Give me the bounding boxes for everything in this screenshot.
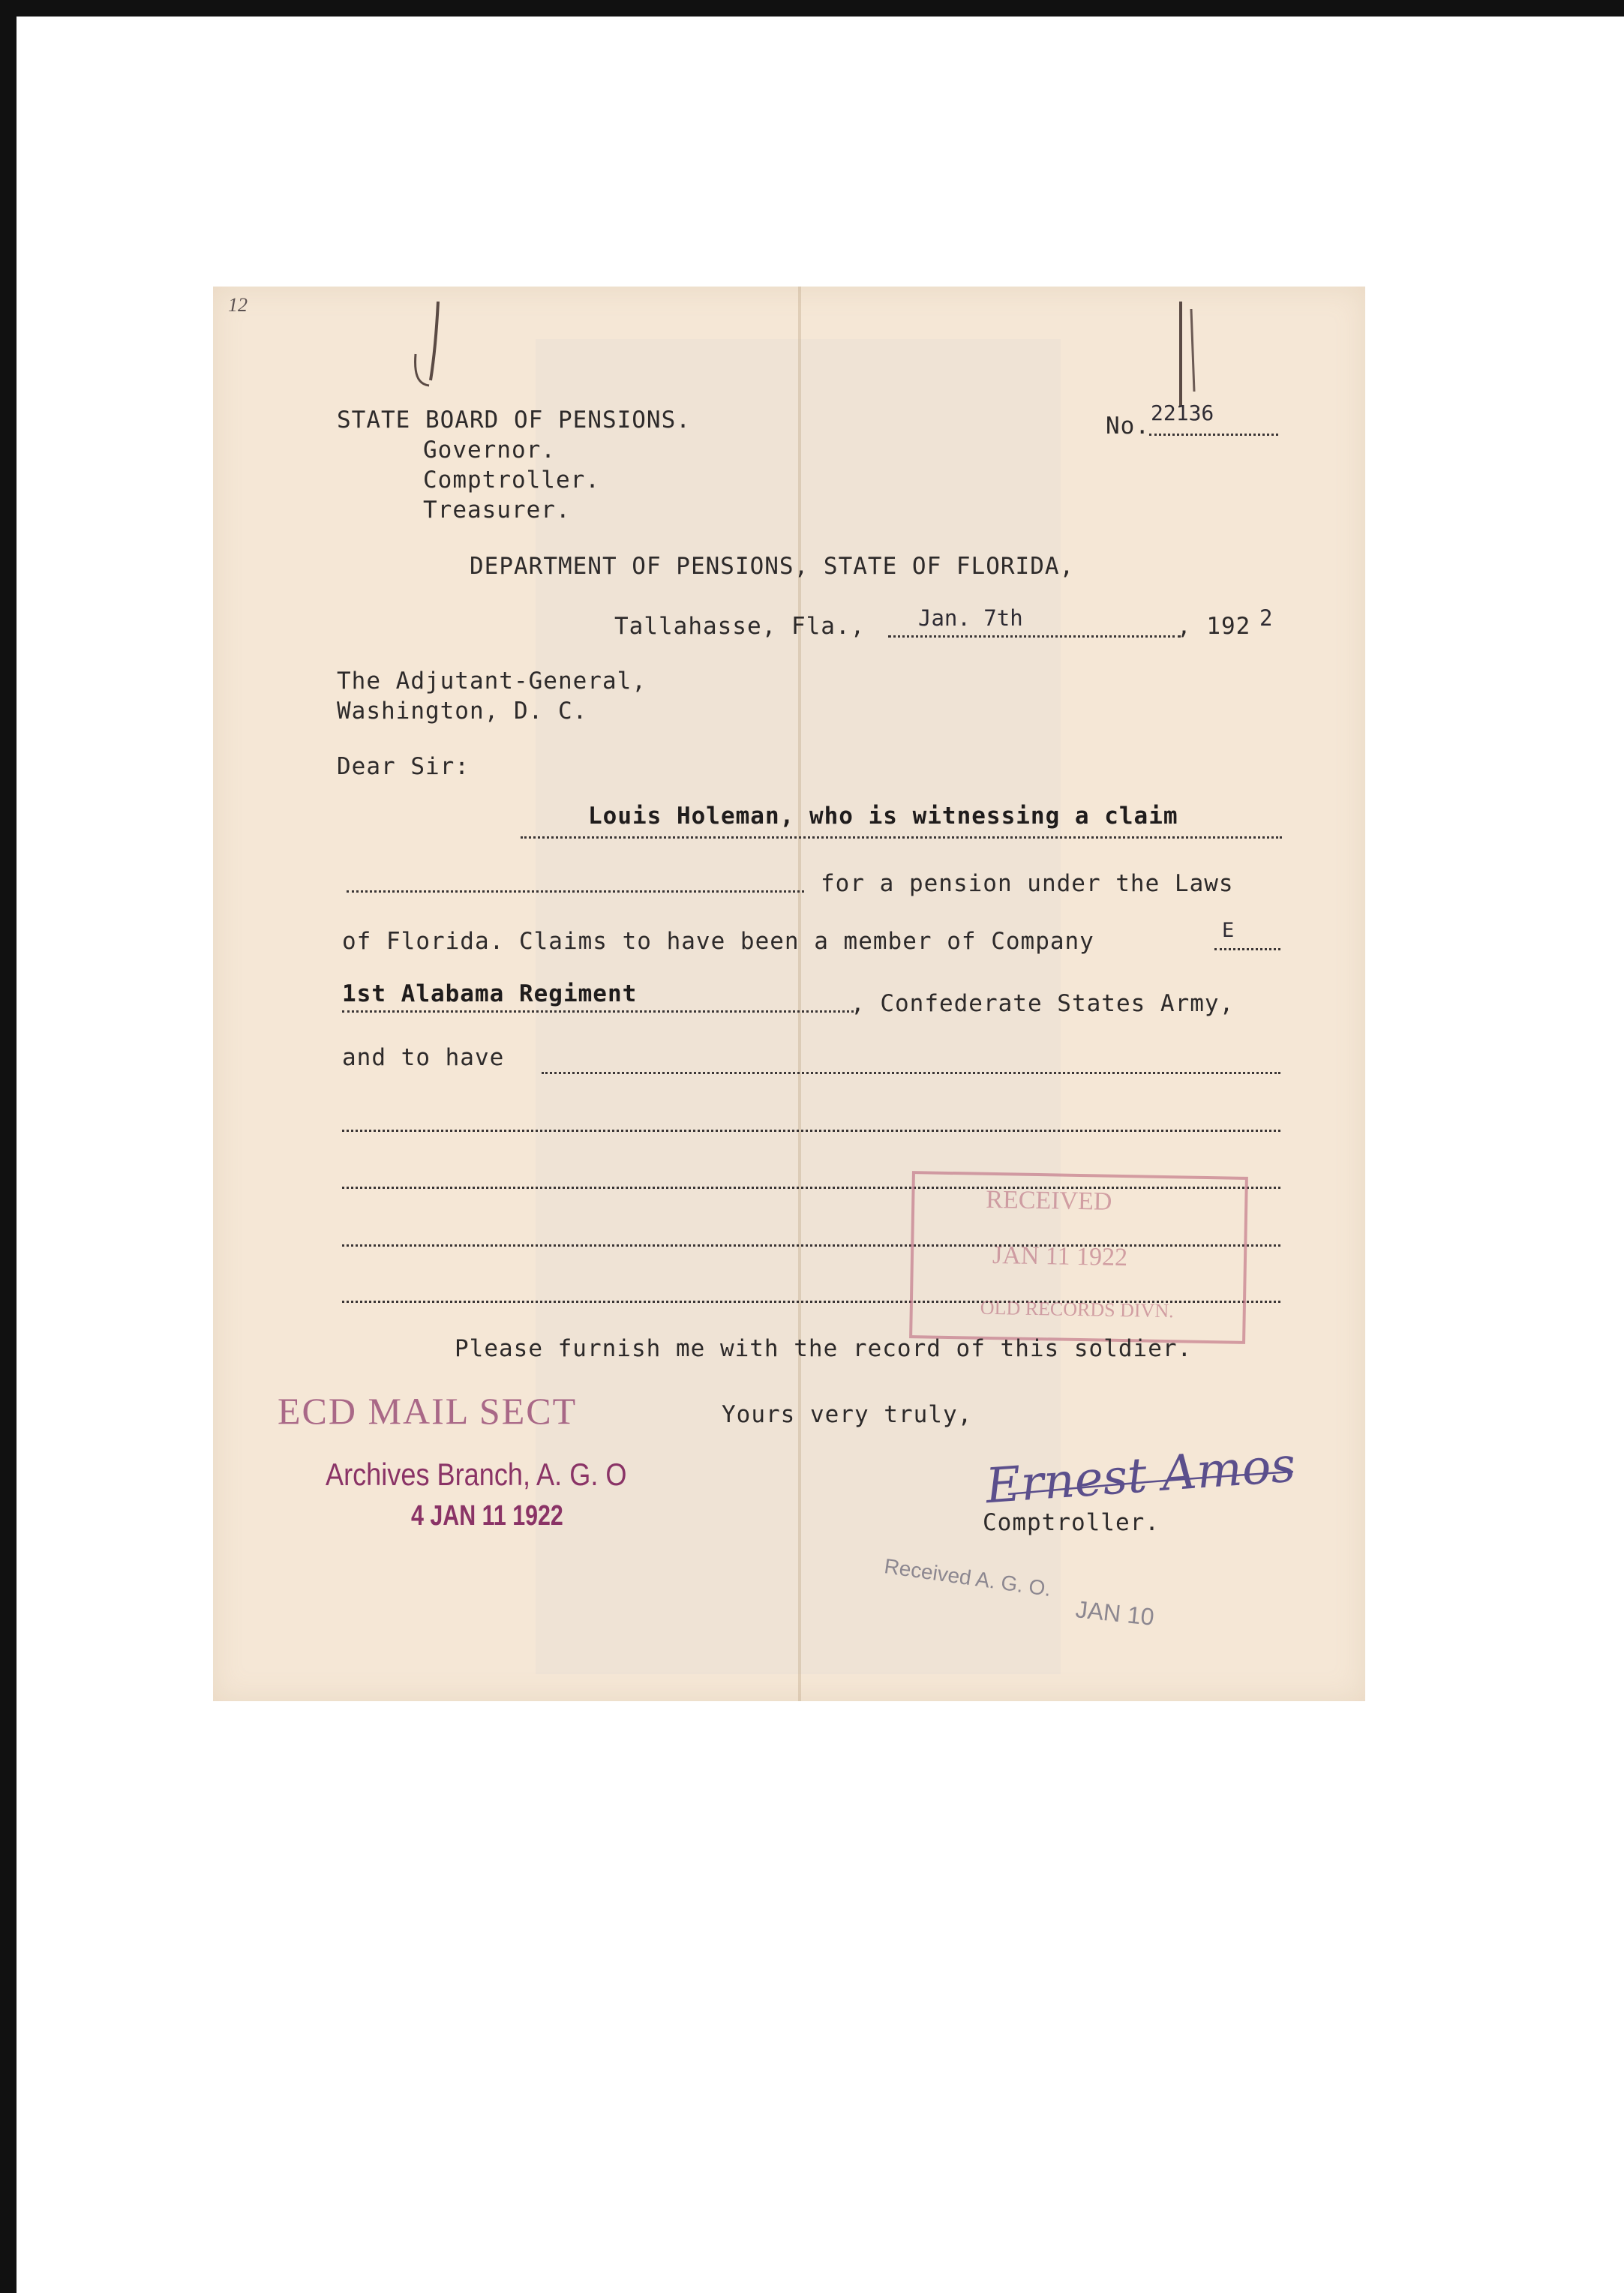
company-line	[1214, 948, 1280, 950]
body-line-3: of Florida. Claims to have been a member of Company	[342, 928, 1094, 955]
ago-stamp-date: JAN 10	[1074, 1595, 1156, 1631]
regiment: 1st Alabama Regiment	[342, 980, 638, 1007]
staple-mark-left	[393, 302, 483, 392]
mail-sect-stamp-date: 4 JAN 11 1922	[411, 1500, 563, 1532]
dateline-year-prefix: , 192	[1177, 613, 1251, 640]
received-stamp-division: OLD RECORDS DIVN.	[980, 1296, 1174, 1322]
date-line	[888, 635, 1181, 638]
signer-title: Comptroller.	[983, 1509, 1160, 1536]
board-member-governor: Governor.	[423, 437, 556, 464]
signature-image	[978, 1434, 1323, 1517]
blank-line-3	[342, 1130, 1280, 1132]
pension-letter	[213, 287, 1365, 1701]
salutation: Dear Sir:	[337, 753, 470, 780]
closing: Yours very truly,	[722, 1401, 973, 1428]
request-line: Please furnish me with the record of this soldier.	[455, 1335, 1193, 1362]
scan-left-border	[0, 0, 17, 2293]
claimant-underline	[521, 836, 1282, 839]
number-line	[1149, 434, 1278, 436]
body-line-4-tail: , Confederate States Army,	[851, 990, 1235, 1017]
company-letter: E	[1222, 919, 1235, 942]
board-member-treasurer: Treasurer.	[423, 497, 571, 524]
board-member-comptroller: Comptroller.	[423, 467, 600, 494]
received-stamp-date: JAN 11 1922	[992, 1241, 1128, 1272]
department-heading: DEPARTMENT OF PENSIONS, STATE OF FLORIDA,	[470, 553, 1075, 580]
mail-sect-stamp-line2: Archives Branch, A. G. O	[326, 1457, 627, 1492]
claimant-line: Louis Holeman, who is witnessing a claim	[588, 803, 1178, 830]
number-value: 22136	[1151, 401, 1214, 425]
body-line-5: and to have	[342, 1044, 505, 1071]
ago-stamp-line1: Received A. G. O.	[882, 1554, 1053, 1601]
staple-mark-right	[1158, 302, 1233, 407]
dateline-date: Jan. 7th	[918, 605, 1023, 631]
mail-sect-stamp-line1: ECD MAIL SECT	[278, 1390, 578, 1432]
addressee-title: The Adjutant-General,	[337, 668, 647, 695]
dateline-place: Tallahasse, Fla.,	[614, 613, 866, 640]
signature-text: Ernest Amos	[983, 1437, 1298, 1515]
number-label: No.	[1106, 413, 1150, 440]
regiment-line	[342, 1010, 858, 1013]
dateline-year-digit: 2	[1259, 605, 1273, 631]
corner-note: 12	[228, 294, 248, 316]
paper-fold	[798, 287, 801, 1701]
board-heading: STATE BOARD OF PENSIONS.	[337, 407, 691, 434]
blank-line-2	[542, 1072, 1280, 1074]
received-stamp	[909, 1171, 1248, 1344]
body-line-2: for a pension under the Laws	[821, 870, 1234, 897]
addressee-city: Washington, D. C.	[337, 698, 588, 725]
blank-line-1	[347, 890, 804, 893]
received-stamp-line1: RECEIVED	[986, 1185, 1112, 1216]
scan-top-border	[0, 0, 1624, 17]
